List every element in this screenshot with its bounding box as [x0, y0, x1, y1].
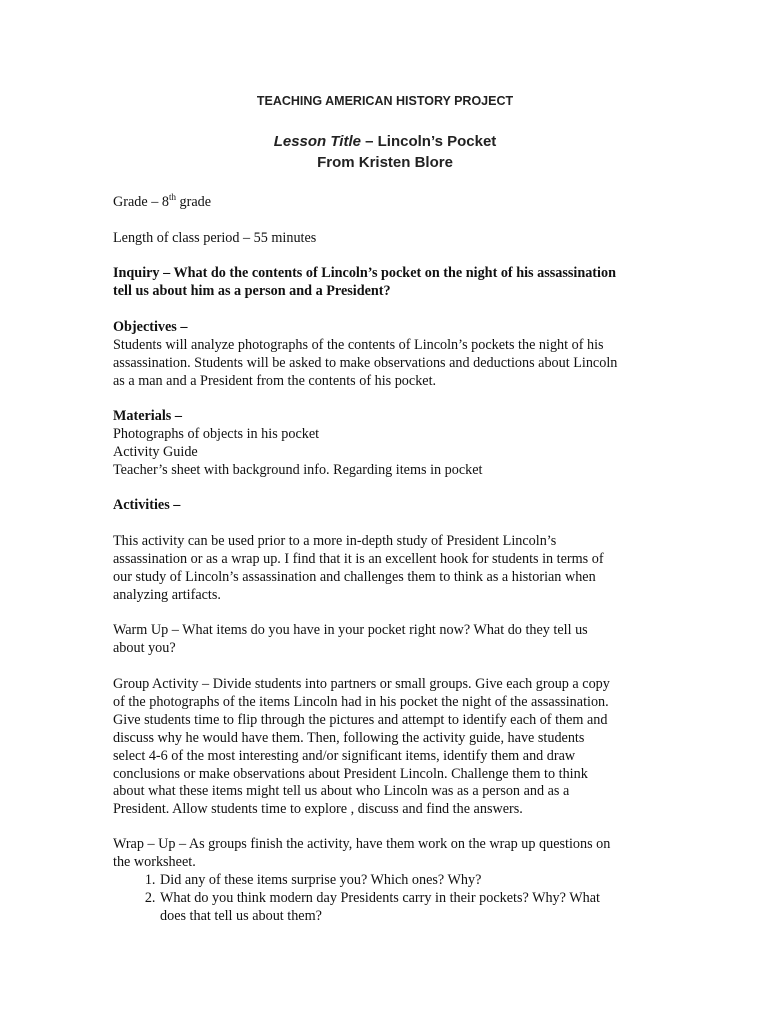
group-activity-line: President. Allow students time to explore , discuss and find the answers.	[113, 801, 523, 818]
warm-up-line: Warm Up – What items do you have in your pocket right now? What do they tell us	[113, 622, 588, 638]
materials-item: Teacher’s sheet with background info. Regarding items in pocket	[113, 461, 483, 478]
question-line: 2. What do you think modern day Presidents carry in their pockets? Why? What	[160, 889, 600, 906]
group-activity-line: Group Activity – Divide students into partners or small groups. Give each group a copy	[113, 676, 610, 692]
activities-intro	[113, 533, 604, 605]
lesson-title-block	[0, 131, 770, 173]
lesson-title	[0, 131, 770, 152]
materials-heading: Materials –	[113, 408, 182, 424]
project-heading: TEACHING AMERICAN HISTORY PROJECT	[256, 94, 514, 108]
group-activity-paragraph	[113, 676, 610, 819]
wrap-up-line: Wrap – Up – As groups finish the activity, have them work on the wrap up questions on	[113, 836, 611, 852]
inquiry-line: Inquiry – What do the contents of Lincoln’s pocket on the night of his assassination	[113, 265, 616, 281]
objectives-line: Students will analyze photographs of the contents of Lincoln’s pockets the night of his	[113, 336, 604, 353]
wrap-up-paragraph	[113, 836, 610, 926]
question-line: does that tell us about them?	[160, 907, 322, 924]
class-length-line: Length of class period – 55 minutes	[113, 230, 317, 246]
wrap-up-questions	[113, 872, 610, 926]
materials-section	[113, 408, 482, 480]
objectives-line: assassination. Students will be asked to make observations and deductions about Lincoln	[113, 354, 618, 371]
group-activity-line: Give students time to flip through the pictures and attempt to identify each of them and	[113, 711, 608, 728]
wrap-up-line: the worksheet.	[113, 853, 196, 870]
warm-up-paragraph	[113, 622, 588, 658]
activities-intro-line: assassination or as a wrap up. I find that it is an excellent hook for students in terms of	[113, 550, 604, 567]
grade-prefix: Grade – 8	[113, 194, 169, 210]
objectives-heading: Objectives –	[113, 319, 188, 335]
grade-suffix: grade	[175, 194, 212, 210]
objectives-section	[113, 319, 617, 391]
activities-heading: Activities –	[113, 497, 181, 513]
group-activity-line: of the photographs of the items Lincoln had in his pocket the night of the assassination.	[113, 693, 609, 710]
inquiry-block	[113, 265, 616, 301]
materials-item: Photographs of objects in his pocket	[113, 425, 320, 442]
question-item	[159, 890, 610, 926]
lesson-title-name: Lincoln’s Pocket	[377, 133, 497, 150]
group-activity-line: discuss why he would have them. Then, following the activity guide, have students	[113, 729, 585, 746]
inquiry-line: tell us about him as a person and a President?	[113, 282, 391, 299]
question-line: 1. Did any of these items surprise you? Which ones? Why?	[160, 871, 482, 888]
activities-intro-line: our study of Lincoln’s assassination and challenges them to think as a historian when	[113, 568, 596, 585]
group-activity-line: conclusions or make observations about President Lincoln. Challenge them to think	[113, 765, 588, 782]
group-activity-line: about what these items might tell us about who Lincoln was as a person and as a	[113, 783, 570, 800]
grade-line	[113, 194, 211, 212]
lesson-author: From Kristen Blore	[317, 154, 453, 171]
materials-item: Activity Guide	[113, 443, 198, 460]
lesson-title-label: Lesson Title	[273, 133, 361, 150]
activities-intro-line: This activity can be used prior to a more in-depth study of President Lincoln’s	[113, 533, 557, 549]
grade-sup: th	[168, 192, 176, 202]
warm-up-line: about you?	[113, 639, 176, 656]
activities-intro-line: analyzing artifacts.	[113, 586, 221, 603]
objectives-line: as a man and a President from the contents of his pocket.	[113, 372, 437, 389]
question-item	[159, 872, 610, 890]
lesson-title-separator: –	[360, 133, 378, 150]
group-activity-line: select 4-6 of the most interesting and/or significant items, identify them and draw	[113, 747, 576, 764]
